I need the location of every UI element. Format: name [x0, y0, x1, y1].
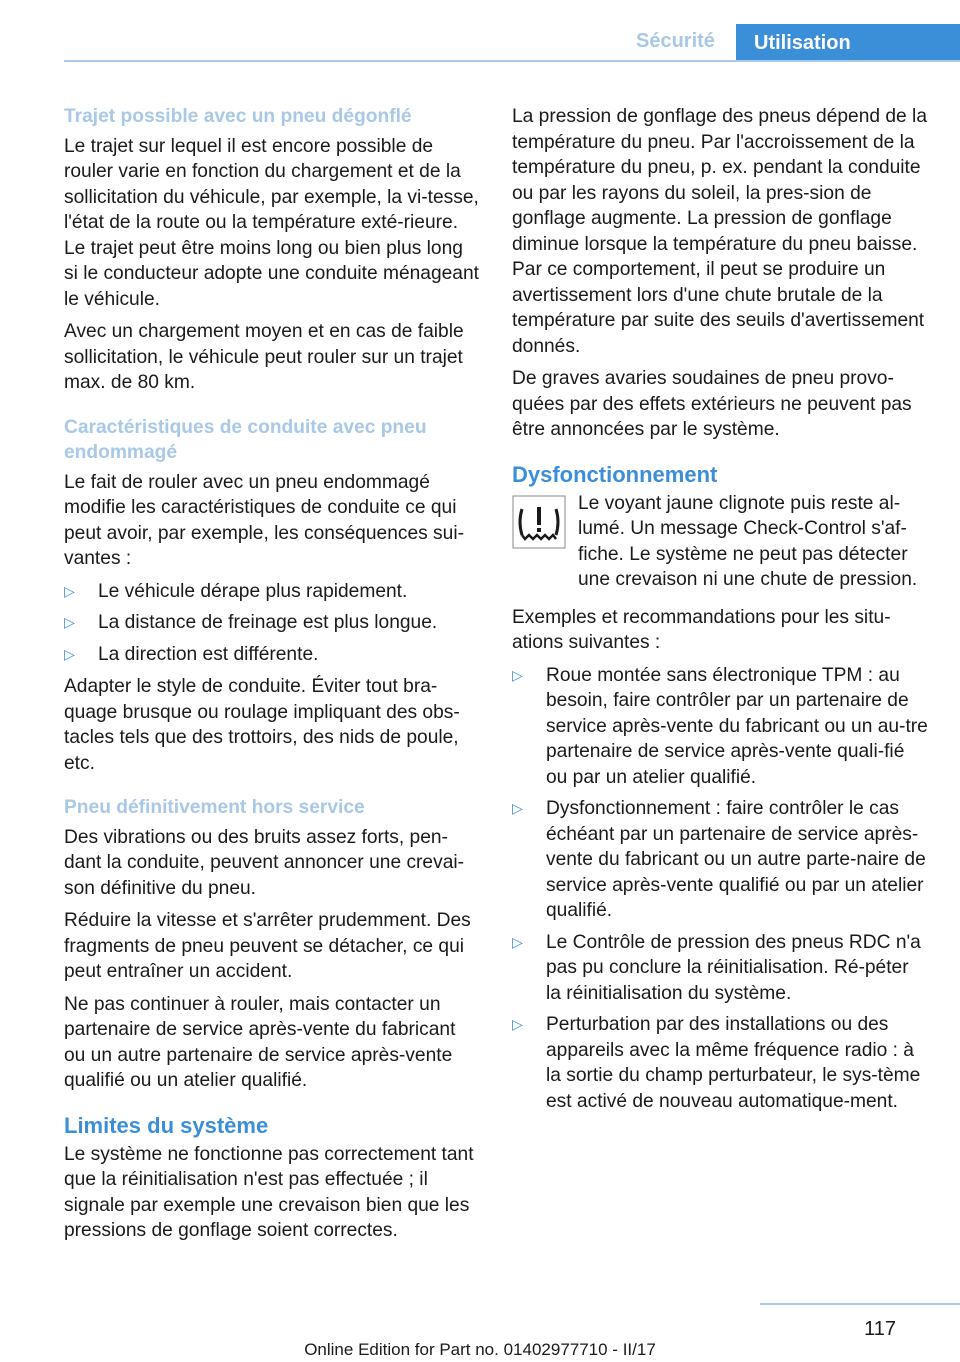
list-item: ▷ Roue montée sans électronique TPM : au besoin, faire contrôler par un partenaire de service après-vente du fabricant ou un au-tre partenaire de service après-vente quali-fié ou par un atelier qualifié. — [512, 664, 928, 788]
paragraph: De graves avaries soudaines de pneu provo-quées par des effets extérieurs ne peuvent pas être annoncées par le système. — [512, 368, 912, 440]
edition-footer: Online Edition for Part no. 01402977710 - II/17 — [304, 1340, 656, 1359]
paragraph: Le voyant jaune clignote puis reste al-lumé. Un message Check-Control s'af-fiche. Le système ne peut pas détecter une crevaison ni une chute de pression. — [578, 492, 918, 590]
bullet-triangle-icon: ▷ — [512, 800, 523, 816]
footer-rule — [760, 1303, 960, 1305]
paragraph: Exemples et recommandations pour les situ-ations suivantes : — [512, 606, 891, 653]
paragraph: Avec un chargement moyen et en cas de faible sollicitation, le véhicule peut rouler sur un trajet max. de 80 km. — [64, 321, 464, 393]
list-item: ▷ Le Contrôle de pression des pneus RDC n'a pas pu conclure la réinitialisation. Ré-péter la réinitialisation du système. — [512, 931, 921, 1004]
paragraph: Réduire la vitesse et s'arrêter prudemment. Des fragments de pneu peuvent se détacher, ce qui peut entraîner un accident. — [64, 910, 471, 982]
paragraph: Le système ne fonctionne pas correctement tant que la réinitialisation n'est pas effectuée ; il signale par exemple une crevaison bien que les pressions de gonflage soient correctes. — [64, 1143, 474, 1241]
tab-utilisation: Utilisation — [736, 24, 960, 62]
paragraph: La pression de gonflage des pneus dépend de la température du pneu. Par l'accroissement de la température du pneu, p. ex. pendant la conduite ou par les rayons du soleil, la pres-sion de gonflage augmente. La pression de gonflage diminue lorsque la température du pneu baisse. Par ce comportement, il peut se produire un avertissement lors d'une chute brutale de la température par suite des seuils d'avertissement donnés. — [512, 106, 927, 357]
consequences-list — [64, 579, 480, 668]
list-item: ▷ Perturbation par des installations ou des appareils avec la même fréquence radio : à la sortie du champ perturbateur, le sys-tème est activé de nouveau automatique-ment. — [512, 1014, 921, 1112]
section-heading-system-limits: Limites du système — [64, 1112, 269, 1138]
list-item: ▷ La direction est différente. — [64, 642, 480, 668]
right-column — [512, 104, 928, 1121]
subheading-flat-tire-range: Trajet possible avec un pneu dégonflé — [64, 106, 412, 127]
paragraph: Des vibrations ou des bruits assez forts, pen-dant la conduite, peuvent annoncer une crevai-son définitive du pneu. — [64, 826, 465, 899]
tire-pressure-warning-icon — [512, 495, 566, 549]
section-heading-malfunction: Dysfonctionnement — [512, 461, 718, 487]
bullet-triangle-icon: ▷ — [64, 582, 75, 599]
page-number: 117 — [864, 1318, 896, 1340]
bullet-triangle-icon: ▷ — [512, 933, 523, 950]
paragraph: Ne pas continuer à rouler, mais contacter un partenaire de service après-vente du fabricant ou un autre partenaire de service après-vente qualifié ou un atelier qualifié. — [64, 993, 456, 1091]
paragraph: Le trajet sur lequel il est encore possible de rouler varie en fonction du chargement et de la sollicitation du véhicule, par exemple, la vi-tesse, l'état de la route ou la température exté-rieure. Le trajet peut être moins long ou bien plus long si le conducteur adopte une conduite ménageant le véhicule. — [64, 135, 479, 310]
subheading-tire-out-of-service: Pneu définitivement hors service — [64, 797, 365, 818]
warning-block — [512, 491, 928, 593]
subheading-driving-characteristics: Caractéristiques de conduite avec pneu endommagé — [64, 416, 427, 463]
list-item: ▷ Le véhicule dérape plus rapidement. — [64, 579, 480, 605]
bullet-triangle-icon: ▷ — [64, 645, 75, 662]
bullet-triangle-icon: ▷ — [512, 1016, 523, 1032]
bullet-triangle-icon: ▷ — [512, 666, 523, 683]
tab-securite: Sécurité — [636, 30, 715, 52]
list-item: ▷ La distance de freinage est plus longue. — [64, 610, 480, 636]
paragraph: Le fait de rouler avec un pneu endommagé modifie les caractéristiques de conduite ce qui peut avoir, par exemple, les conséquences sui-vantes : — [64, 471, 464, 569]
bullet-triangle-icon: ▷ — [64, 614, 75, 630]
list-item: ▷ Dysfonctionnement : faire contrôler le cas échéant par un partenaire de service après-vente du fabricant ou un autre parte-naire de service après-vente qualifié ou par un atelier qualifié. — [512, 798, 926, 921]
paragraph: Adapter le style de conduite. Éviter tout bra-quage brusque ou roulage impliquant des obs-tacles tels que des trottoirs, des nids de poule, etc. — [64, 676, 460, 774]
left-column — [64, 104, 480, 1251]
header-rule — [64, 60, 960, 62]
recommendations-list — [512, 663, 928, 1115]
